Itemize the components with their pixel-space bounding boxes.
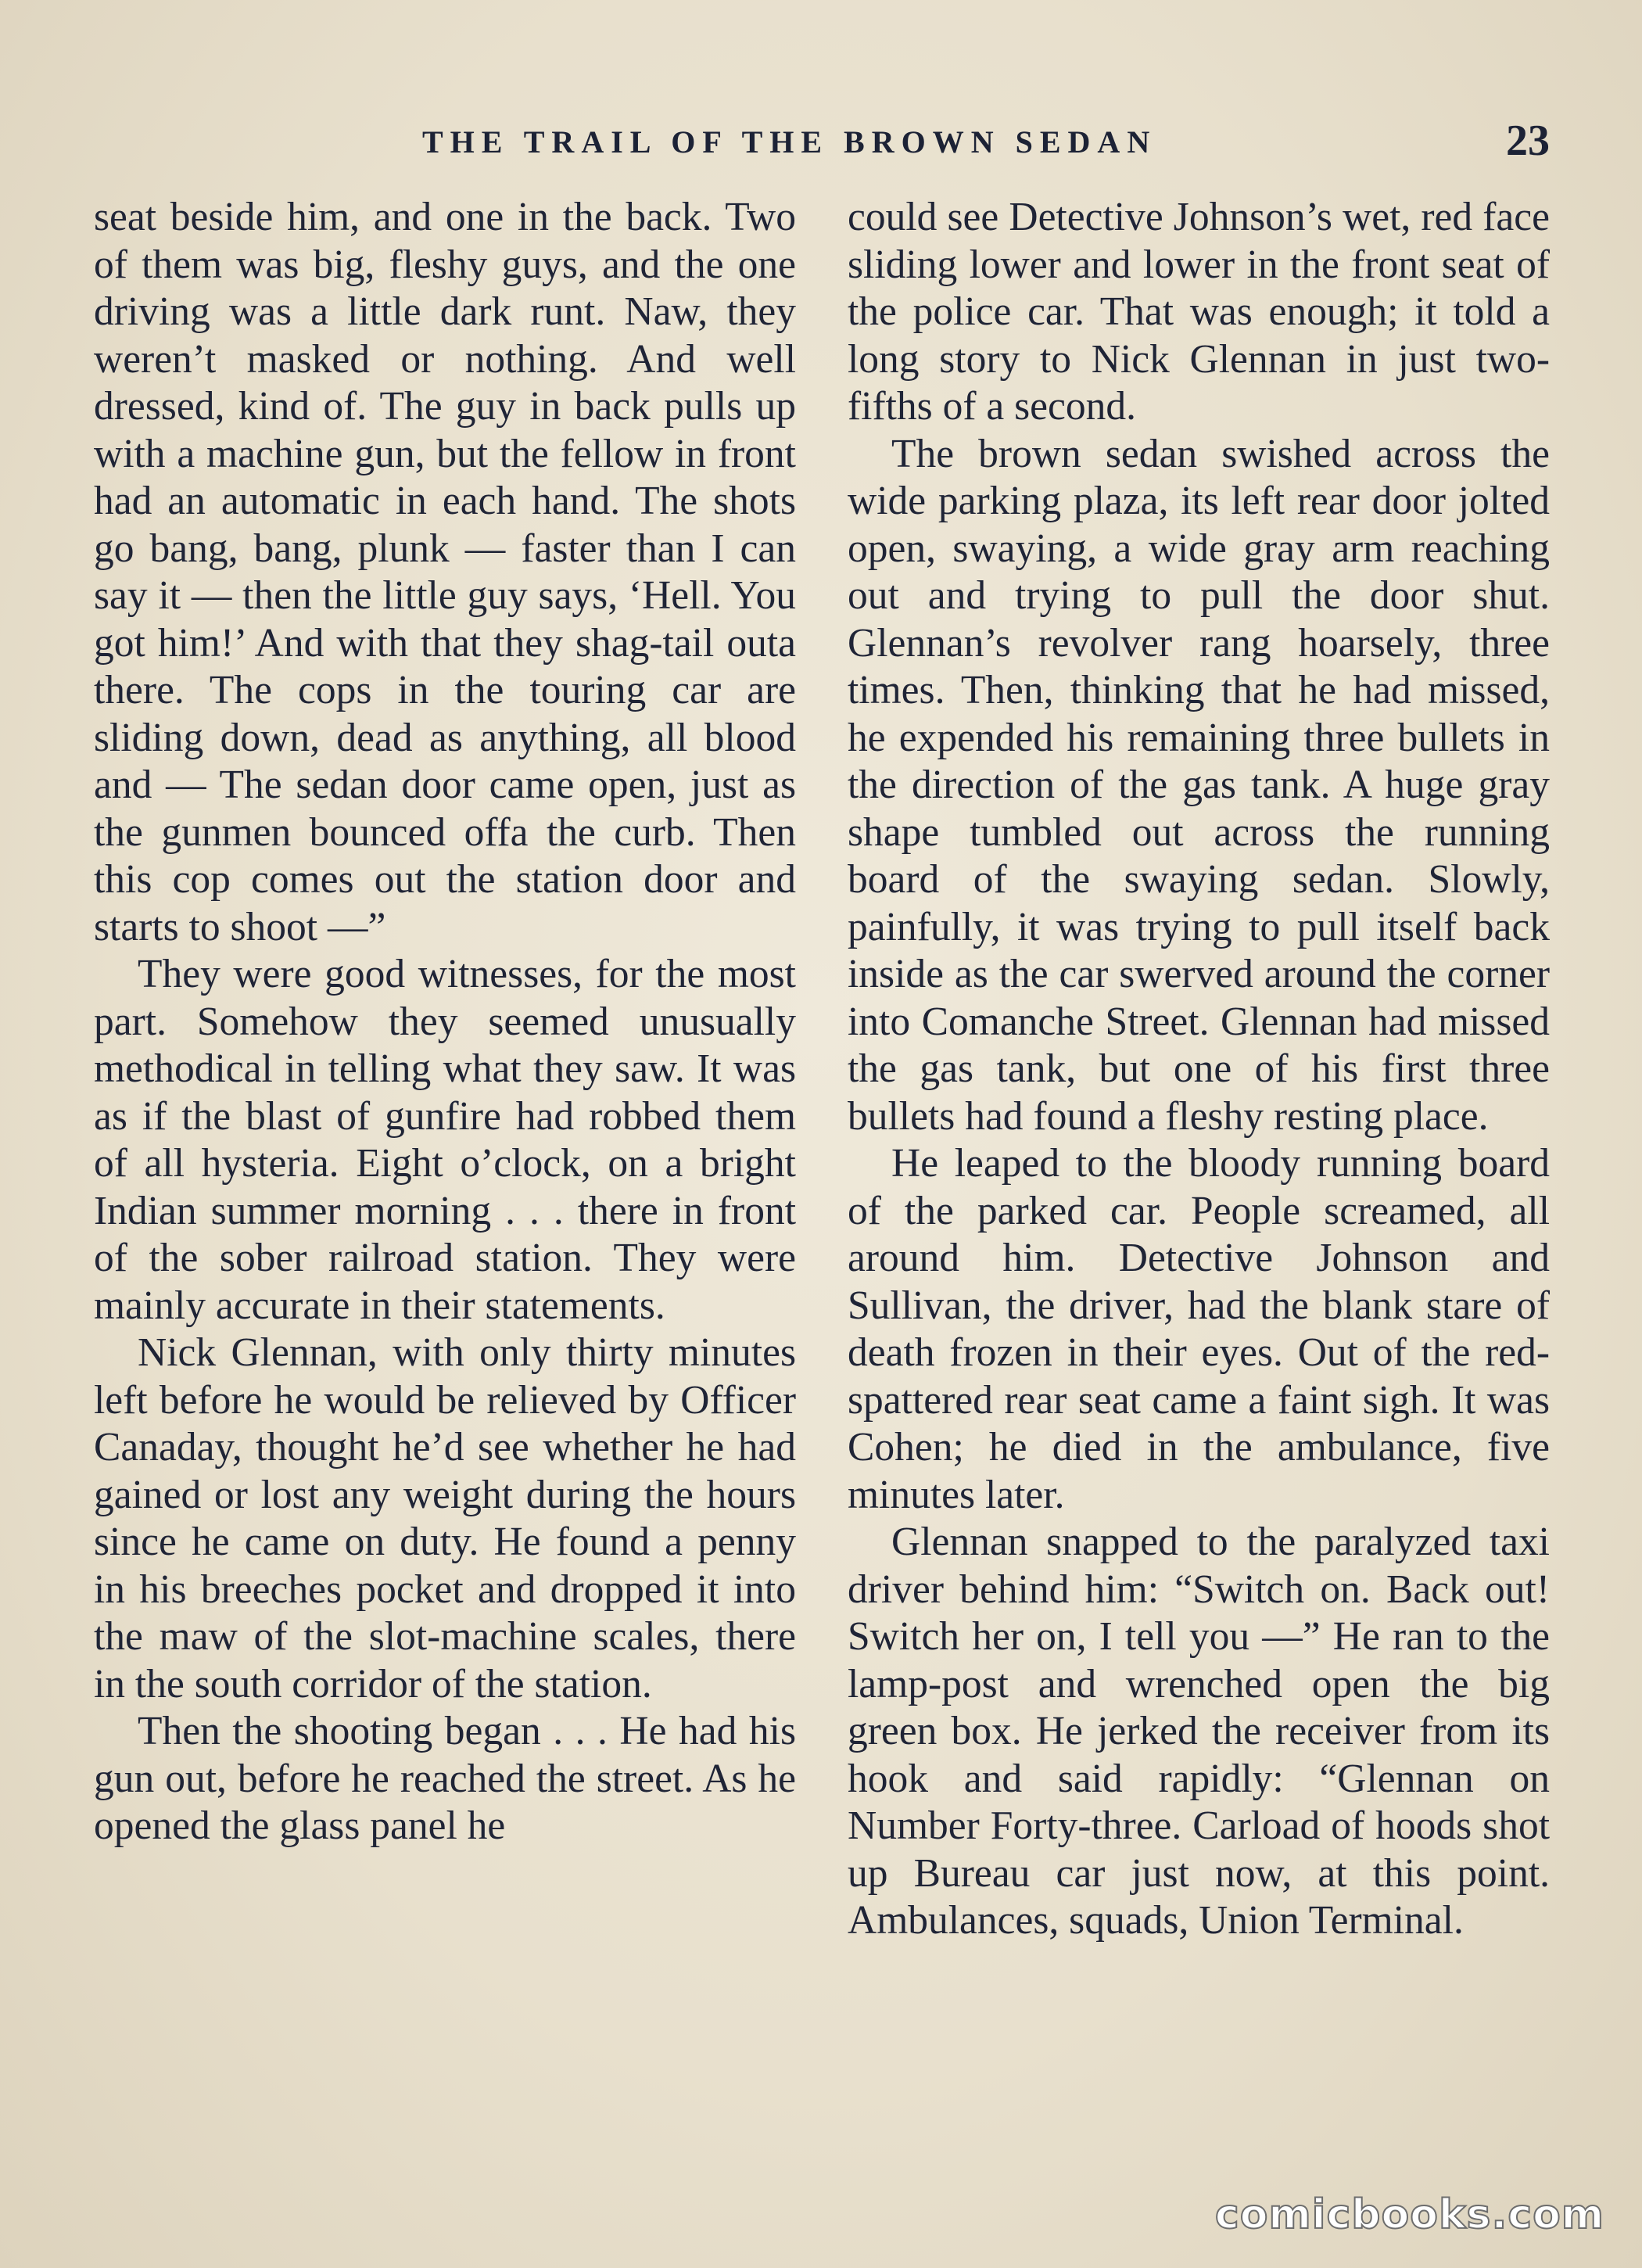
right-paragraph-4: Glennan snapped to the paralyzed taxi driver behind him: “Switch on. Back out! Switch her on, I tell you —” He ran to the lamp-post and wrenched open the big green box. He jerked the receiver from its hook and said rapidly: “Glennan on Number Forty-three. Carload of hoods shot up Bureau car just now, at this point. Ambulances, squads, Union Terminal. [848,1520,1550,1943]
left-paragraph-4: Then the shooting began . . . He had his gun out, before he reached the street. As he opened the glass panel he [94,1709,796,1848]
left-paragraph-2: They were good witnesses, for the most part. Somehow they seemed unusually methodical in telling what they saw. It was as if the blast of gunfire had robbed them of all hysteria. Eight o’clock, on a bright Indian summer morning . . . there in front of the sober railroad station. They were mainly accurate in their statements. [94,952,796,1328]
left-paragraph-1: seat beside him, and one in the back. Two of them was big, fleshy guys, and the one driving was a little dark runt. Naw, they weren’t masked or nothing. And well dressed, kind of. The guy in back pulls up with a machine gun, but the fellow in front had an automatic in each hand. The shots go bang, bang, plunk — faster than I can say it — then the little guy says, ‘Hell. You got him!’ And with that they shag-tail outa there. The cops in the touring car are sliding down, dead as anything, all blood and — The sedan door came open, just as the gunmen bounced offa the curb. Then this cop comes out the station door and starts to shoot —” [94,195,796,949]
right-paragraph-1: could see Detective Johnson’s wet, red face sliding lower and lower in the front seat of the police car. That was enough; it told a long story to Nick Glennan in just two-fifths of a second. [848,195,1550,429]
site-watermark: comicbooks.com [1214,2191,1604,2238]
running-title: THE TRAIL OF THE BROWN SEDAN [422,124,1157,160]
page-number: 23 [1506,117,1550,165]
right-paragraph-3: He leaped to the bloody running board of the parked car. People screamed, all around him. Detective Johnson and Sullivan, the driver, had the blank stare of death frozen in their eyes. Out of the red-spattered rear seat came a faint sigh. It was Cohen; he died in the ambulance, five minutes later. [848,1141,1550,1517]
right-paragraph-2: The brown sedan swished across the wide parking plaza, its left rear door jolted open, swaying, a wide gray arm reaching out and trying to pull the door shut. Glennan’s revolver rang hoarsely, three times. Then, thinking that he had missed, he expended his remaining three bullets in the direction of the gas tank. A huge gray shape tumbled out across the running board of the swaying sedan. Slowly, painfully, it was trying to pull itself back inside as the car swerved around the corner into Comanche Street. Glennan had missed the gas tank, but one of his first three bullets had found a fleshy resting place. [848,431,1550,1139]
left-paragraph-3: Nick Glennan, with only thirty minutes left before he would be relieved by Officer Canaday, thought he’d see whether he had gained or lost any weight during the hours since he came on duty. He found a penny in his breeches pocket and dropped it into the maw of the slot-machine scales, there in the south corridor of the station. [94,1330,796,1706]
left-text-column [94,194,796,1850]
right-text-column [848,194,1550,1945]
